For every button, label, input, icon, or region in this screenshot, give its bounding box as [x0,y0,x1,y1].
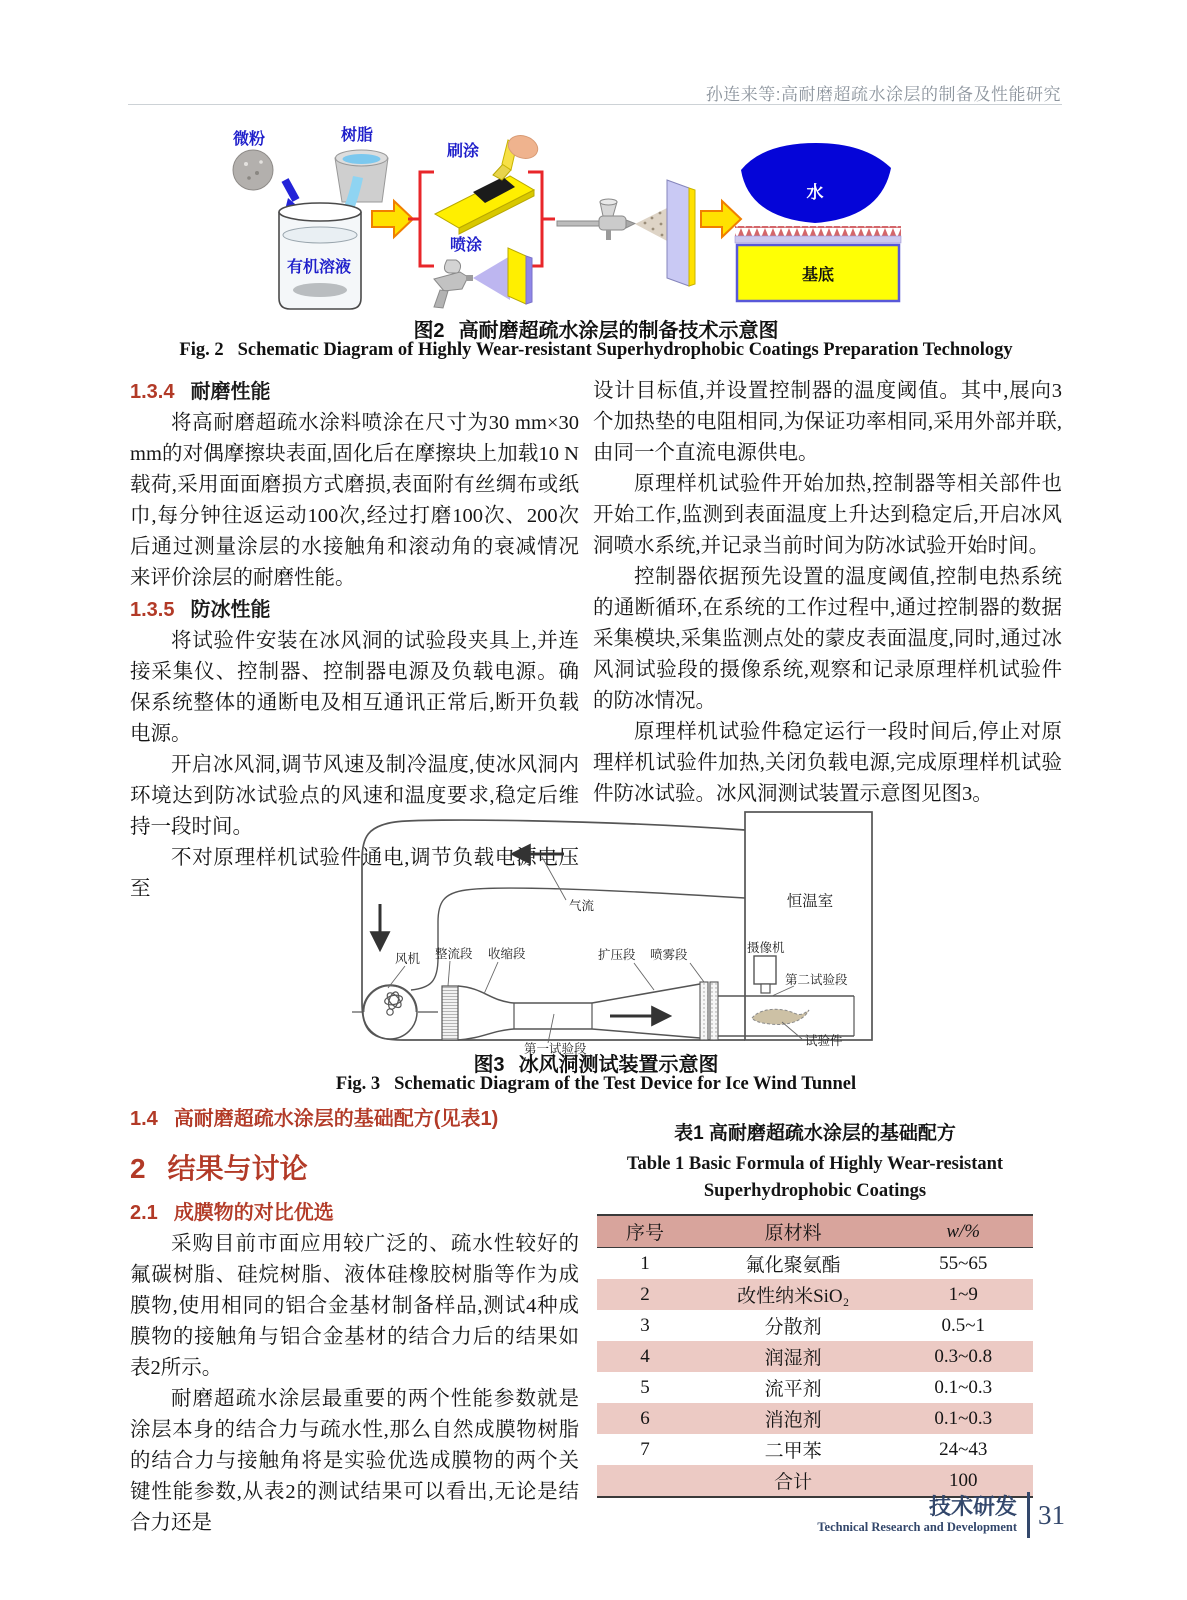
spray-section-strip [710,982,718,1040]
section-1-3-4-heading: 1.3.4 耐磨性能 [130,381,271,403]
rectifier-section [442,986,458,1040]
cell-no: 6 [640,1407,650,1429]
figure-2-schematic [129,118,1059,320]
left-column-lower [130,1103,579,1539]
cell-material: 改性纳米SiO₂ [737,1286,850,1307]
airflow-leader [542,857,566,900]
contraction-bottom [458,1029,514,1040]
table-row [597,1372,1033,1403]
substrate-label: 基底 [801,267,835,284]
section-1-4-heading: 1.4 高耐磨超疏水涂层的基础配方(见表1) [130,1108,499,1130]
paragraph: 控制器依据预先设置的温度阈值,控制电热系统的通断循环,在系统的工作过程中,通过控制器的数据采集模块,采集监测点处的蒙皮表面温度,同时,通过冰风洞试验段的摄像系统,观察和记录原理样机试验件的防冰情况。 [593,566,1062,712]
powder-label: 微粉 [233,131,266,148]
specimen-label: 试验件 [805,1034,843,1048]
spray-section-strip [700,982,708,1040]
fan-icon [352,985,438,1039]
solution-label: 有机溶液 [287,259,352,276]
table-row [597,1403,1033,1434]
table1-title-zh: 表1 高耐磨超疏水涂层的基础配方 [674,1123,956,1144]
table-header-row [597,1215,1033,1248]
col-header-w: w/% [893,1215,1033,1248]
table1-title-en-line1: Table 1 Basic Formula of Highly Wear-resistant [626,1154,1004,1174]
paragraph: 设计目标值,并设置控制器的温度阈值。其中,展向3个加热垫的电阻相同,为保证功率相同,采用外部并联,由同一个直流电源供电。 [593,380,1062,464]
table-row [597,1248,1033,1280]
spray-leader [690,963,704,982]
target-panel-icon [667,180,695,286]
coating-layer-icon [735,236,901,243]
fig3-caption-zh: 图3 冰风洞测试装置示意图 [473,1054,719,1076]
table-row [597,1434,1033,1465]
cell-material: 分散剂 [764,1317,822,1338]
fig3-caption-en: Fig. 3 Schematic Diagram of the Test Device for Ice Wind Tunnel [335,1074,857,1094]
left-bracket-icon [408,172,434,266]
page-footer [817,1492,1065,1538]
table-1-block [597,1118,1033,1498]
cell-w: 55~65 [939,1252,988,1274]
footer-section-en: Technical Research and Development [817,1520,1017,1534]
cell-material: 消泡剂 [764,1410,822,1431]
airbrush-icon [557,199,635,240]
cell-w: 0.1~0.3 [934,1407,993,1429]
paragraph: 开启冰风洞,调节风速及制冷温度,使冰风洞内环境达到防冰试验点的风速和温度要求,稳定后维持一段时间。 [130,754,579,838]
paragraph: 原理样机试验件开始加热,控制器等相关部件也开始工作,监测到表面温度上升达到稳定后,开启冰风洞喷水系统,并记录当前时间为防冰试验开始时间。 [593,473,1062,557]
formula-table [597,1214,1033,1498]
rectifier-leader [448,961,450,986]
beaker-icon [279,203,361,309]
cell-no: 2 [640,1283,650,1305]
right-column-upper [593,376,1062,810]
paragraph: 不对原理样机试验件通电,调节负载电源电压至 [130,847,579,900]
cell-w: 0.3~0.8 [934,1345,993,1367]
cell-material: 合计 [693,1465,894,1497]
cell-no: 7 [640,1438,650,1460]
coating-spikes-icon [735,226,901,236]
table1-title-en-line2: Superhydrophobic Coatings [703,1181,927,1201]
section-1-3-5-heading: 1.3.5 防冰性能 [130,599,271,621]
cell-material: 二甲苯 [764,1441,822,1462]
paragraph: 将试验件安装在冰风洞的试验段夹具上,并连接采集仪、控制器、控制器电源及负载电源。确保系统整体的通断电及相互通讯正常后,断开负载电源。 [130,630,579,745]
footer-divider [1027,1492,1030,1538]
diffuser-bottom [592,1029,700,1038]
header-rule [128,104,1062,105]
spray-coat-label: 喷涂 [450,237,483,254]
paragraph: 将高耐磨超疏水涂料喷涂在尺寸为30 mm×30 mm的对偶摩擦块表面,固化后在摩擦块上加载10 N载荷,采用面面磨损方式磨损,表面附有丝绸布或纸巾,每分钟往返运动100次,经过打磨100次、200次后通过测量涂层的水接触角和滚动角的衰减情况来评价涂层的耐磨性能。 [130,412,579,589]
diffuser-leader [634,963,654,990]
table-row [597,1310,1033,1341]
cell-material: 氟化聚氨酯 [745,1255,841,1276]
test2-label: 第二试验段 [785,973,848,987]
camera-label: 摄像机 [747,941,785,955]
water-droplet-icon [741,143,891,223]
cell-w: 100 [893,1465,1033,1497]
spray-section-label: 喷雾段 [650,948,688,962]
cell-no: 3 [640,1314,650,1336]
section-2-heading: 2 结果与讨论 [130,1153,308,1184]
table-row [597,1341,1033,1372]
cell-no: 5 [640,1376,650,1398]
spray-gun-icon [434,260,473,308]
cell-w: 0.5~1 [941,1314,985,1336]
spray-cone-icon [473,256,510,300]
paragraph: 原理样机试验件稳定运行一段时间后,停止对原理样机试验件加热,关闭负载电源,完成原理样机试验件防冰试验。冰风洞测试装置示意图见图3。 [593,721,1062,805]
footer-section-zh: 技术研发 [928,1494,1017,1519]
cell-w: 1~9 [948,1283,978,1305]
diffuser-label: 扩压段 [598,948,636,962]
flow-arrow-icon [372,201,413,237]
constant-temp-room-box [745,812,872,1040]
fan-leader [388,966,405,988]
resin-label: 树脂 [341,127,374,144]
airbrush-spray-icon [635,207,669,242]
figure-3-wind-tunnel [302,806,887,1056]
fig2-caption-zh: 图2 高耐磨超疏水涂层的制备技术示意图 [413,320,779,342]
col-header-no: 序号 [597,1215,693,1248]
cell-w: 0.1~0.3 [934,1376,993,1398]
diffuser-top [592,984,700,1003]
cell-w: 24~43 [939,1438,988,1460]
cell-no: 4 [640,1345,650,1367]
table-row [597,1279,1033,1310]
col-header-material: 原材料 [693,1215,894,1248]
cell-material: 润湿剂 [764,1348,822,1369]
test1-label: 第一试验段 [524,1042,587,1056]
airflow-label: 气流 [569,899,595,913]
paragraph: 采购目前市面应用较广泛的、疏水性较好的氟碳树脂、硅烷树脂、液体硅橡胶树脂等作为成膜物,使用相同的铝合金基材制备样品,测试4种成膜物的接触角与铝合金基材的结合力后的结果如表2所示。 [130,1233,579,1379]
first-test-section [514,1003,592,1029]
right-bracket-icon [528,172,555,266]
room-label: 恒温室 [786,893,834,910]
cell-material: 流平剂 [764,1379,822,1400]
brush-coat-label: 刷涂 [447,143,480,160]
cell-no [597,1465,693,1497]
contraction-label: 收缩段 [488,947,526,961]
running-title: 孙连来等:高耐磨超疏水涂层的制备及性能研究 [705,85,1061,104]
page-number: 31 [1038,1499,1065,1530]
spray-panel-icon [508,248,532,304]
powder-sphere-icon [233,150,273,190]
rectifier-label: 整流段 [435,947,473,961]
paragraph: 耐磨超疏水涂层最重要的两个性能参数就是涂层本身的结合力与疏水性,那么自然成膜物树脂的结合力与接触角将是实验优选成膜物的两个关键性能参数,从表2的测试结果可以看出,无论是结合力还是 [130,1388,579,1534]
cell-no: 1 [640,1252,650,1274]
contraction-leader [484,962,498,994]
fig2-caption-en: Fig. 2 Schematic Diagram of Highly Wear-resistant Superhydrophobic Coatings Preparation Technology [179,340,1013,360]
water-label: 水 [806,183,824,202]
fan-label: 风机 [395,952,421,966]
substrate-icon [737,245,899,301]
section-2-1-heading: 2.1 成膜物的对比优选 [130,1202,334,1224]
